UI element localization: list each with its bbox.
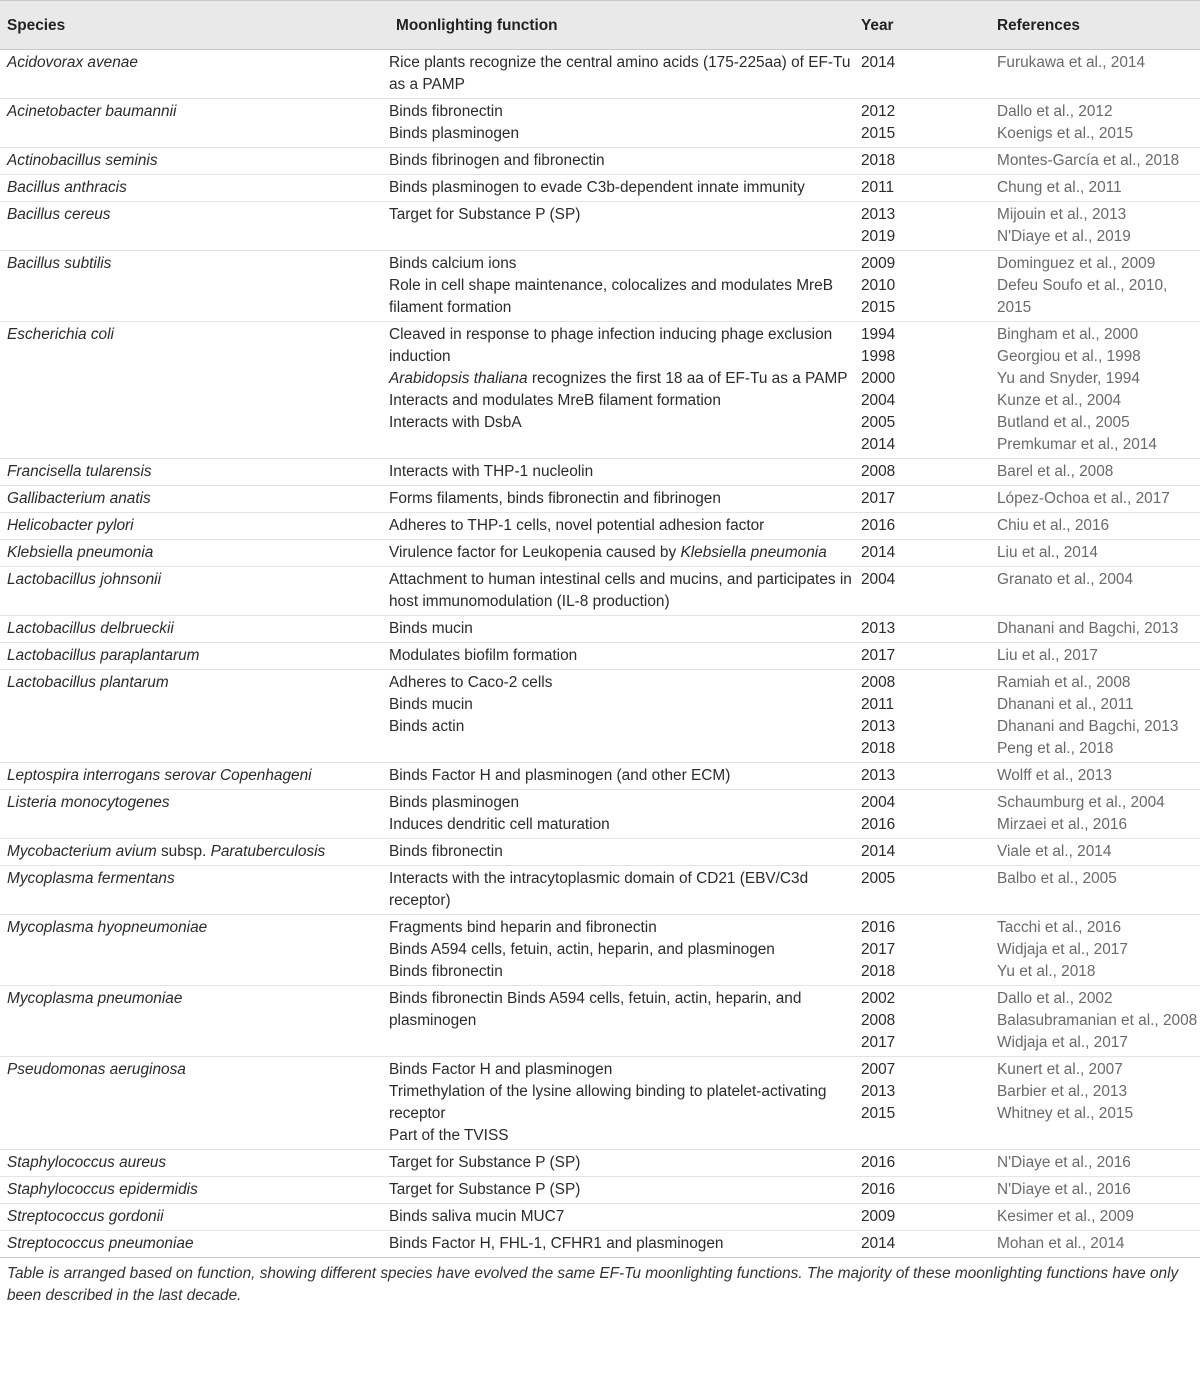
- year-cell: [861, 1204, 997, 1231]
- table-row: [0, 322, 1200, 459]
- table-row: [0, 486, 1200, 513]
- table-body: [0, 50, 1200, 1258]
- year-text: 2014: [861, 1235, 896, 1252]
- function-text: Binds fibrinogen and fibronectin: [389, 152, 605, 169]
- function-text: Binds calcium ions: [389, 255, 517, 272]
- function-text: Interacts and modulates MreB filament formation: [389, 392, 721, 409]
- function-cell: [389, 513, 861, 540]
- function-text: Adheres to THP-1 cells, novel potential adhesion factor: [389, 517, 765, 534]
- reference-cell: [997, 1204, 1200, 1231]
- reference-text: Kunze et al., 2004: [997, 392, 1122, 409]
- function-text: Binds fibronectin: [389, 843, 503, 860]
- species-cell: Lactobacillus paraplantarum: [0, 643, 389, 670]
- year-cell: [861, 616, 997, 643]
- reference-text: Butland et al., 2005: [997, 414, 1130, 431]
- year-text: 2017: [861, 941, 896, 958]
- header-references: References: [997, 1, 1200, 50]
- function-text: Part of the TVISS: [389, 1127, 509, 1144]
- table-row: [0, 1057, 1200, 1150]
- reference-text: Koenigs et al., 2015: [997, 125, 1134, 142]
- function-text: Modulates biofilm formation: [389, 647, 578, 664]
- table-row: [0, 567, 1200, 616]
- function-text: Binds Factor H and plasminogen: [389, 1061, 613, 1078]
- function-cell: [389, 790, 861, 839]
- reference-text: Premkumar et al., 2014: [997, 436, 1157, 453]
- reference-text: Liu et al., 2014: [997, 544, 1098, 561]
- function-text: Virulence factor for Leukopenia caused by Klebsiella pneumonia: [389, 544, 827, 561]
- function-text: Binds fibronectin: [389, 963, 503, 980]
- species-cell: Staphylococcus aureus: [0, 1150, 389, 1177]
- table-row: [0, 175, 1200, 202]
- year-text: 2008: [861, 463, 896, 480]
- year-cell: [861, 1057, 997, 1150]
- year-cell: [861, 1177, 997, 1204]
- reference-text: Chiu et al., 2016: [997, 517, 1110, 534]
- reference-cell: [997, 202, 1200, 251]
- species-cell: Actinobacillus seminis: [0, 148, 389, 175]
- reference-text: Balbo et al., 2005: [997, 870, 1117, 887]
- function-cell: [389, 643, 861, 670]
- function-text: Binds plasminogen: [389, 125, 520, 142]
- year-cell: [861, 148, 997, 175]
- reference-text: Schaumburg et al., 2004: [997, 794, 1165, 811]
- species-cell: Acidovorax avenae: [7, 54, 138, 71]
- year-text: 2004: [861, 571, 896, 588]
- year-text: 2011: [861, 179, 895, 196]
- reference-text: Dhanani and Bagchi, 2013: [997, 620, 1179, 637]
- year-cell: [861, 50, 997, 99]
- reference-text: Wolff et al., 2013: [997, 767, 1112, 784]
- year-text: 2015: [861, 125, 896, 142]
- species-cell: Staphylococcus epidermidis: [0, 1177, 389, 1204]
- species-cell: Pseudomonas aeruginosa: [0, 1057, 389, 1150]
- reference-text: Mijouin et al., 2013: [997, 206, 1127, 223]
- reference-cell: [997, 1177, 1200, 1204]
- year-text: 2015: [861, 1105, 896, 1122]
- reference-text: Peng et al., 2018: [997, 740, 1114, 757]
- function-cell: [389, 322, 861, 459]
- function-text: Role in cell shape maintenance, colocalizes and modulates MreB filament formation: [389, 277, 834, 316]
- year-text: 2007: [861, 1061, 896, 1078]
- function-text: Induces dendritic cell maturation: [389, 816, 610, 833]
- year-text: 2012: [861, 103, 896, 120]
- reference-cell: [997, 175, 1200, 202]
- year-cell: [861, 670, 997, 763]
- year-cell: [861, 540, 997, 567]
- reference-text: N'Diaye et al., 2016: [997, 1154, 1131, 1171]
- function-cell: [389, 1231, 861, 1258]
- table-row: [0, 616, 1200, 643]
- function-text: Binds A594 cells, fetuin, actin, heparin, and plasminogen: [389, 941, 775, 958]
- year-cell: [861, 567, 997, 616]
- year-text: 2013: [861, 718, 896, 735]
- species-cell: Gallibacterium anatis: [0, 486, 389, 513]
- function-cell: [389, 486, 861, 513]
- reference-text: Dhanani et al., 2011: [997, 696, 1134, 713]
- function-text: Target for Substance P (SP): [389, 206, 581, 223]
- year-text: 2018: [861, 963, 896, 980]
- function-cell: [389, 99, 861, 148]
- year-cell: [861, 643, 997, 670]
- reference-cell: [997, 1057, 1200, 1150]
- reference-text: Tacchi et al., 2016: [997, 919, 1122, 936]
- table-row: [0, 99, 1200, 148]
- year-text: 2014: [861, 436, 896, 453]
- table-row: [0, 513, 1200, 540]
- header-row: [0, 1, 1200, 50]
- reference-text: Kunert et al., 2007: [997, 1061, 1123, 1078]
- year-text: 2002: [861, 990, 896, 1007]
- table-row: [0, 1150, 1200, 1177]
- function-cell: [389, 202, 861, 251]
- header-species: Species: [0, 1, 389, 50]
- year-cell: [861, 1231, 997, 1258]
- reference-text: Dominguez et al., 2009: [997, 255, 1156, 272]
- year-text: 2017: [861, 490, 896, 507]
- reference-text: Liu et al., 2017: [997, 647, 1098, 664]
- function-cell: [389, 1204, 861, 1231]
- function-text: Interacts with THP-1 nucleolin: [389, 463, 594, 480]
- function-text: Rice plants recognize the central amino acids (175-225aa) of EF-Tu as a PAMP: [389, 54, 851, 93]
- table-row: [0, 763, 1200, 790]
- function-text: Binds saliva mucin MUC7: [389, 1208, 565, 1225]
- reference-text: Whitney et al., 2015: [997, 1105, 1134, 1122]
- reference-text: Viale et al., 2014: [997, 843, 1112, 860]
- year-text: 1994: [861, 326, 896, 343]
- table-header: [0, 1, 1200, 50]
- reference-text: Dallo et al., 2012: [997, 103, 1113, 120]
- reference-cell: [997, 251, 1200, 322]
- function-text: Binds plasminogen to evade C3b-dependent innate immunity: [389, 179, 805, 196]
- year-text: 2005: [861, 870, 896, 887]
- reference-text: Widjaja et al., 2017: [997, 1034, 1128, 1051]
- year-text: 2013: [861, 1083, 896, 1100]
- table-footnote: Table is arranged based on function, showing different species have evolved the same EF-Tu moonlighting functions. The majority of these moonlighting functions have only been described in the last decade.: [7, 1265, 1179, 1304]
- function-text: Adheres to Caco-2 cells: [389, 674, 553, 691]
- header-function: Moonlighting function: [389, 1, 861, 50]
- year-cell: [861, 986, 997, 1057]
- reference-text: N'Diaye et al., 2016: [997, 1181, 1131, 1198]
- function-cell: [389, 148, 861, 175]
- table-row: [0, 643, 1200, 670]
- reference-cell: [997, 148, 1200, 175]
- species-cell: Bacillus anthracis: [0, 175, 389, 202]
- year-text: 2019: [861, 228, 896, 245]
- reference-cell: [997, 670, 1200, 763]
- reference-text: Yu et al., 2018: [997, 963, 1096, 980]
- reference-cell: [997, 915, 1200, 986]
- function-text: Interacts with the intracytoplasmic domain of CD21 (EBV/C3d receptor): [389, 870, 809, 909]
- reference-text: Yu and Snyder, 1994: [997, 370, 1140, 387]
- reference-cell: [997, 763, 1200, 790]
- table-row: [0, 251, 1200, 322]
- reference-cell: [997, 643, 1200, 670]
- reference-text: Ramiah et al., 2008: [997, 674, 1131, 691]
- year-cell: [861, 763, 997, 790]
- year-cell: [861, 915, 997, 986]
- function-cell: [389, 670, 861, 763]
- species-cell: Mycoplasma pneumoniae: [0, 986, 389, 1057]
- year-text: 2013: [861, 767, 896, 784]
- year-cell: [861, 202, 997, 251]
- function-cell: [389, 459, 861, 486]
- year-text: 2015: [861, 299, 896, 316]
- year-text: 1998: [861, 348, 896, 365]
- table-row: [0, 50, 1200, 99]
- reference-cell: [997, 1231, 1200, 1258]
- table-row: [0, 540, 1200, 567]
- species-cell: Helicobacter pylori: [0, 513, 389, 540]
- function-cell: [389, 839, 861, 866]
- reference-text: Widjaja et al., 2017: [997, 941, 1128, 958]
- table-row: [0, 790, 1200, 839]
- reference-text: Mohan et al., 2014: [997, 1235, 1125, 1252]
- reference-cell: [997, 50, 1200, 99]
- year-text: 2005: [861, 414, 896, 431]
- table-row: [0, 915, 1200, 986]
- function-cell: [389, 866, 861, 915]
- reference-text: Chung et al., 2011: [997, 179, 1122, 196]
- function-text: Cleaved in response to phage infection inducing phage exclusion induction: [389, 326, 833, 365]
- reference-text: Mirzaei et al., 2016: [997, 816, 1128, 833]
- year-cell: [861, 839, 997, 866]
- year-text: 2009: [861, 255, 896, 272]
- function-text: Binds Factor H, FHL-1, CFHR1 and plasminogen: [389, 1235, 724, 1252]
- year-text: 2004: [861, 392, 896, 409]
- table-row: [0, 986, 1200, 1057]
- year-cell: [861, 251, 997, 322]
- year-cell: [861, 459, 997, 486]
- reference-cell: [997, 513, 1200, 540]
- function-cell: [389, 50, 861, 99]
- function-text: Binds mucin: [389, 696, 473, 713]
- year-text: 2008: [861, 674, 896, 691]
- year-text: 2011: [861, 696, 895, 713]
- year-cell: [861, 175, 997, 202]
- year-cell: [861, 99, 997, 148]
- species-cell: Lactobacillus plantarum: [0, 670, 389, 763]
- year-text: 2000: [861, 370, 896, 387]
- species-cell: Klebsiella pneumonia: [0, 540, 389, 567]
- species-cell: Bacillus cereus: [0, 202, 389, 251]
- year-text: 2014: [861, 54, 896, 71]
- reference-text: N'Diaye et al., 2019: [997, 228, 1131, 245]
- function-text: Attachment to human intestinal cells and mucins, and participates in host immunomodulation (IL-8 production): [389, 571, 852, 610]
- reference-cell: [997, 567, 1200, 616]
- table-row: [0, 148, 1200, 175]
- year-text: 2008: [861, 1012, 896, 1029]
- species-cell: Bacillus subtilis: [0, 251, 389, 322]
- year-text: 2009: [861, 1208, 896, 1225]
- reference-text: Kesimer et al., 2009: [997, 1208, 1134, 1225]
- species-cell: Leptospira interrogans serovar Copenhageni: [0, 763, 389, 790]
- function-text: Binds fibronectin Binds A594 cells, fetuin, actin, heparin, and plasminogen: [389, 990, 802, 1029]
- year-cell: [861, 866, 997, 915]
- function-cell: [389, 915, 861, 986]
- species-cell: Streptococcus gordonii: [0, 1204, 389, 1231]
- species-cell: Lactobacillus johnsonii: [0, 567, 389, 616]
- year-text: 2016: [861, 816, 896, 833]
- reference-cell: [997, 486, 1200, 513]
- reference-cell: [997, 790, 1200, 839]
- year-text: 2017: [861, 1034, 896, 1051]
- year-text: 2018: [861, 152, 896, 169]
- species-cell: Francisella tularensis: [0, 459, 389, 486]
- reference-text: Furukawa et al., 2014: [997, 54, 1146, 71]
- year-text: 2010: [861, 277, 896, 294]
- year-text: 2014: [861, 843, 896, 860]
- function-text: Binds Factor H and plasminogen (and other ECM): [389, 767, 731, 784]
- year-text: 2018: [861, 740, 896, 757]
- reference-cell: [997, 616, 1200, 643]
- year-cell: [861, 790, 997, 839]
- year-text: 2004: [861, 794, 896, 811]
- function-text: Trimethylation of the lysine allowing binding to platelet-activating receptor: [389, 1083, 827, 1122]
- function-cell: [389, 1150, 861, 1177]
- reference-cell: [997, 1150, 1200, 1177]
- table-row: [0, 866, 1200, 915]
- function-cell: [389, 251, 861, 322]
- year-cell: [861, 322, 997, 459]
- reference-cell: [997, 986, 1200, 1057]
- table-row: [0, 1177, 1200, 1204]
- year-cell: [861, 1150, 997, 1177]
- reference-text: Georgiou et al., 1998: [997, 348, 1141, 365]
- reference-cell: [997, 99, 1200, 148]
- function-text: Binds actin: [389, 718, 465, 735]
- reference-text: Dhanani and Bagchi, 2013: [997, 718, 1179, 735]
- reference-text: Dallo et al., 2002: [997, 990, 1113, 1007]
- table-row: [0, 202, 1200, 251]
- table-row: [0, 1204, 1200, 1231]
- function-text: Fragments bind heparin and fibronectin: [389, 919, 657, 936]
- year-text: 2016: [861, 919, 896, 936]
- function-text: Target for Substance P (SP): [389, 1181, 581, 1198]
- species-cell: Mycobacterium avium subsp. Paratuberculosis: [0, 839, 389, 866]
- table-row: [0, 459, 1200, 486]
- year-text: 2013: [861, 206, 896, 223]
- year-cell: [861, 486, 997, 513]
- table-row: [0, 839, 1200, 866]
- reference-cell: [997, 459, 1200, 486]
- function-cell: [389, 540, 861, 567]
- function-cell: [389, 616, 861, 643]
- species-cell: Mycoplasma fermentans: [0, 866, 389, 915]
- reference-text: Bingham et al., 2000: [997, 326, 1139, 343]
- reference-cell: [997, 839, 1200, 866]
- reference-text: López-Ochoa et al., 2017: [997, 490, 1170, 507]
- reference-text: Montes-García et al., 2018: [997, 152, 1180, 169]
- reference-cell: [997, 866, 1200, 915]
- year-text: 2016: [861, 1181, 896, 1198]
- header-year: Year: [861, 1, 997, 50]
- function-text: Arabidopsis thaliana recognizes the first 18 aa of EF-Tu as a PAMP: [389, 370, 848, 387]
- reference-text: Defeu Soufo et al., 2010, 2015: [997, 277, 1168, 316]
- reference-cell: [997, 540, 1200, 567]
- table-row: [0, 1231, 1200, 1258]
- function-cell: [389, 175, 861, 202]
- year-text: 2014: [861, 544, 896, 561]
- reference-text: Barel et al., 2008: [997, 463, 1114, 480]
- reference-text: Granato et al., 2004: [997, 571, 1134, 588]
- species-cell: Escherichia coli: [0, 322, 389, 459]
- year-text: 2013: [861, 620, 896, 637]
- species-cell: Listeria monocytogenes: [0, 790, 389, 839]
- year-text: 2016: [861, 517, 896, 534]
- function-text: Forms filaments, binds fibronectin and fibrinogen: [389, 490, 721, 507]
- year-cell: [861, 513, 997, 540]
- function-cell: [389, 567, 861, 616]
- function-cell: [389, 986, 861, 1057]
- species-cell: Mycoplasma hyopneumoniae: [0, 915, 389, 986]
- year-text: 2017: [861, 647, 896, 664]
- function-text: Binds fibronectin: [389, 103, 503, 120]
- function-cell: [389, 1177, 861, 1204]
- table-row: [0, 670, 1200, 763]
- function-cell: [389, 1057, 861, 1150]
- function-text: Target for Substance P (SP): [389, 1154, 581, 1171]
- species-cell: Streptococcus pneumoniae: [0, 1231, 389, 1258]
- function-text: Binds mucin: [389, 620, 473, 637]
- reference-text: Barbier et al., 2013: [997, 1083, 1128, 1100]
- species-cell: Acinetobacter baumannii: [0, 99, 389, 148]
- species-cell: Lactobacillus delbrueckii: [0, 616, 389, 643]
- function-text: Binds plasminogen: [389, 794, 520, 811]
- year-text: 2016: [861, 1154, 896, 1171]
- reference-cell: [997, 322, 1200, 459]
- function-cell: [389, 763, 861, 790]
- function-text: Interacts with DsbA: [389, 414, 522, 431]
- reference-text: Balasubramanian et al., 2008: [997, 1012, 1198, 1029]
